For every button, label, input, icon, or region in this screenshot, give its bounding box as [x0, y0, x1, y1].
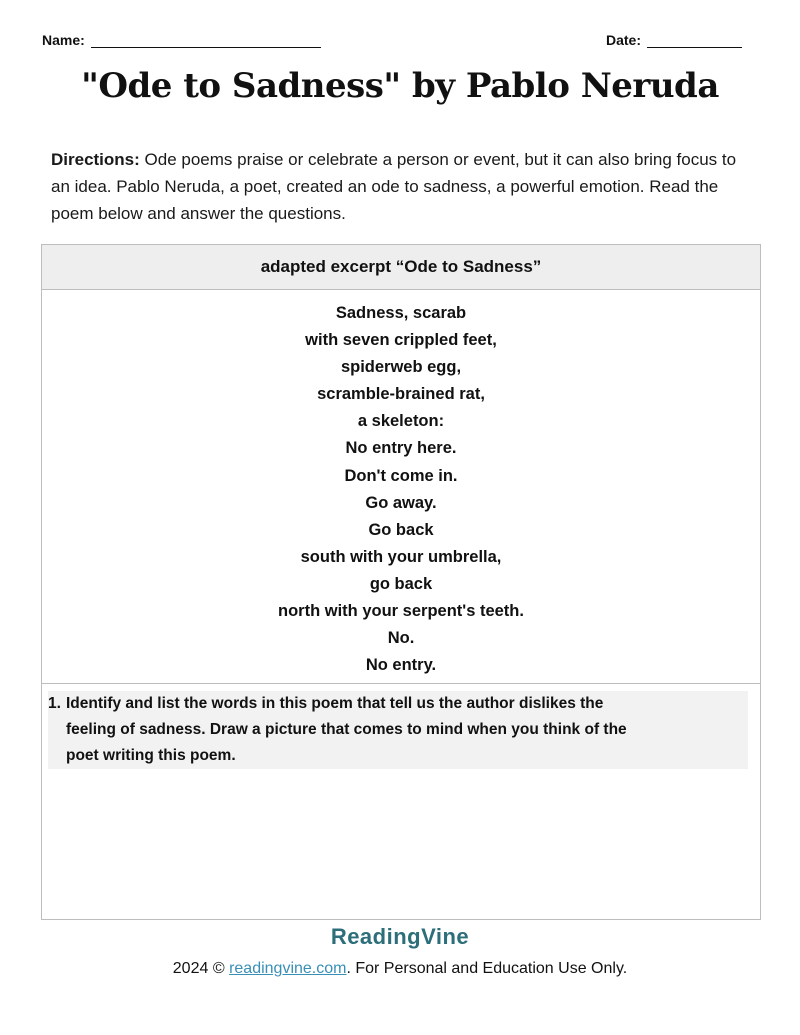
header-row [42, 32, 742, 54]
poem-line: No entry. [365, 656, 437, 675]
question-line-text: Identify and list the words in this poem that tell us the author dislikes the [66, 695, 604, 712]
poem-line: Go away. [365, 493, 437, 512]
poem-line: Sadness, scarab [335, 304, 467, 322]
poem-line: Don't come in. [344, 466, 458, 485]
poem-line: spiderweb egg, [340, 358, 462, 377]
poem-line: a skeleton: [357, 412, 445, 431]
name-blank-line[interactable] [91, 47, 321, 48]
footer-year: 2024 © [172, 960, 225, 977]
poem-line: scramble-brained rat, [317, 385, 485, 404]
readingvine-link[interactable]: readingvine.com [229, 960, 347, 977]
date-label: Date: [605, 32, 641, 48]
question-line [48, 691, 748, 717]
question-answer-box[interactable] [41, 683, 761, 920]
name-field[interactable] [42, 32, 321, 48]
name-label: Name: [42, 32, 85, 48]
poem-box [41, 244, 761, 684]
date-blank-line[interactable] [647, 47, 742, 48]
poem-line: with seven crippled feet, [305, 331, 497, 350]
poem-body [42, 290, 760, 679]
question-number: 1. [48, 695, 61, 712]
page-title: "Ode to Sadness" by Pablo Neruda [81, 66, 719, 106]
question-line: poet writing this poem. [66, 747, 236, 764]
directions-text: Ode poems praise or celebrate a person or event, but it can also bring focus to an idea. Pablo Neruda, a poet, created an ode to sadness, a powerful emotion. Read the poem below and answer the questions. [51, 150, 737, 223]
poem-line: north with your serpent's teeth. [278, 602, 524, 621]
poem-line: No. [387, 629, 415, 648]
date-field[interactable] [606, 32, 742, 48]
question-1 [48, 691, 748, 769]
poem-line: Go back [368, 520, 434, 539]
readingvine-logo: ReadingVine [330, 924, 470, 949]
poem-line: south with your umbrella, [300, 547, 502, 566]
footer [0, 960, 800, 978]
directions [51, 146, 751, 227]
poem-heading: adapted excerpt “Ode to Sadness” [42, 245, 760, 290]
footer-suffix: . For Personal and Education Use Only. [346, 960, 628, 977]
poem-line: No entry here. [345, 439, 457, 458]
question-line: feeling of sadness. Draw a picture that comes to mind when you think of the [66, 721, 627, 738]
directions-label: Directions: [51, 150, 140, 169]
poem-line: go back [369, 574, 433, 593]
